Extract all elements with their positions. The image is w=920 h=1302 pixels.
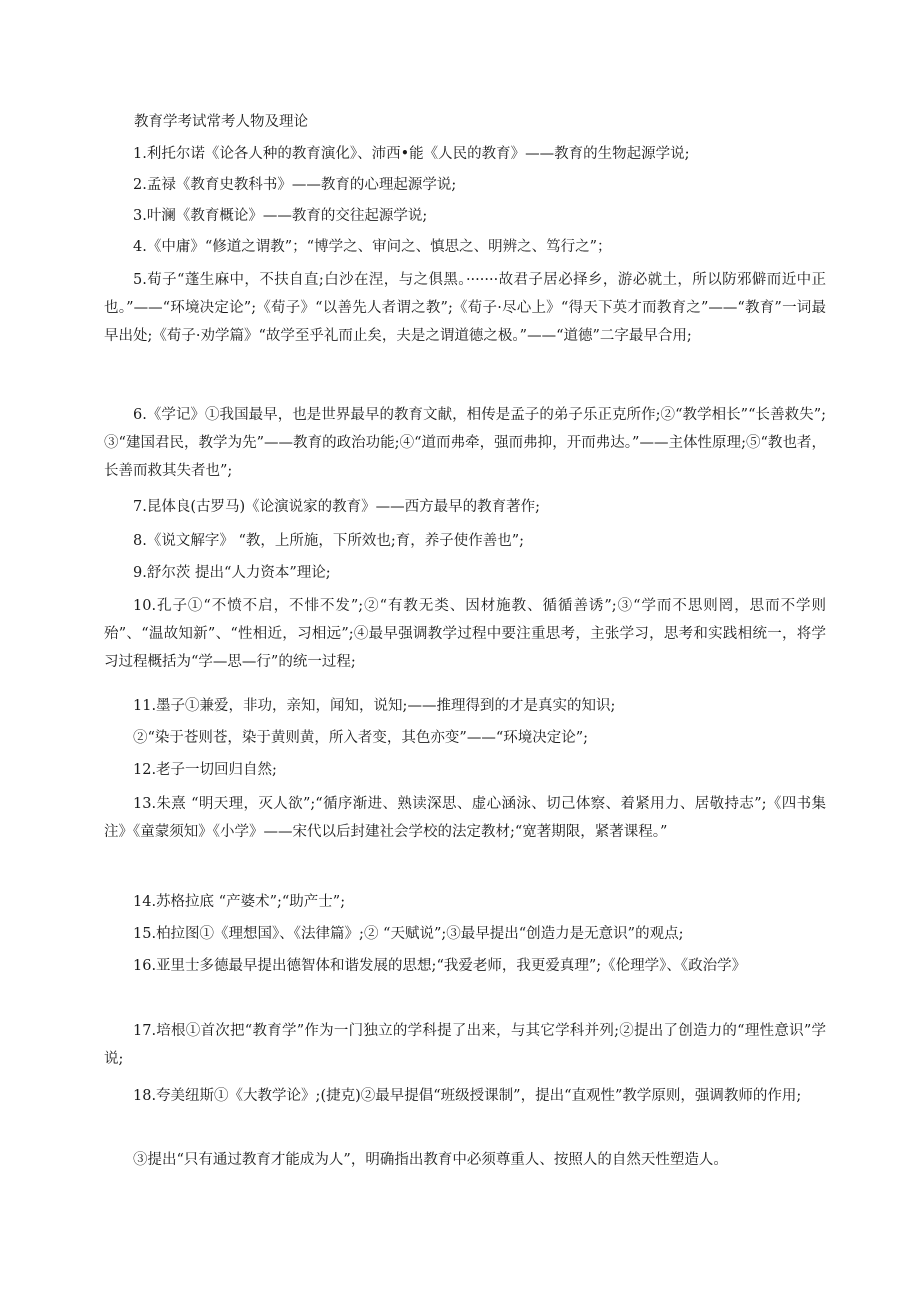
document-title: 教育学考试常考人物及理论 <box>134 114 308 130</box>
paragraph-item-6: 6.《学记》①我国最早，也是世界最早的教育文献，相传是孟子的弟子乐正克所作;②“教学相长”“长善救失”;③“建国君民，教学为先”——教育的政治功能;④“道而弗牵，强而弗抑，开而弗达。”——主体性原理;⑤“教也者，长善而救其失者也”; <box>104 407 826 479</box>
paragraph-item-11: 11.墨子①兼爱，非功，亲知，闻知，说知;——推理得到的才是真实的知识; <box>133 698 616 714</box>
paragraph-item-10: 10.孔子①“不愤不启，不悱不发”;②“有教无类、因材施教、循循善诱”;③“学而不思则罔，思而不学则殆”、“温故知新”、“性相近，习相远”;④最早强调教学过程中要注重思考，主张学习，思考和实践相统一，将学习过程概括为“学—思—行”的统一过程; <box>104 598 826 670</box>
paragraph-item-2: 2.孟禄《教育史教科书》——教育的心理起源学说; <box>133 177 457 193</box>
paragraph-item-18: 18.夸美纽斯①《大教学论》;(捷克)②最早提倡“班级授课制”，提出“直观性”教学原则，强调教师的作用; <box>133 1088 802 1104</box>
paragraph-item-15: 15.柏拉图①《理想国》、《法律篇》;② “天赋说”;③最早提出“创造力是无意识”的观点; <box>133 926 684 942</box>
paragraph-item-9: 9.舒尔茨 提出“人力资本”理论; <box>133 565 331 581</box>
paragraph-item-17: 17.培根①首次把“教育学”作为一门独立的学科提了出来，与其它学科并列;②提出了创造力的“理性意识”学说; <box>104 1023 826 1067</box>
paragraph-item-14: 14.苏格拉底 “产婆术”;“助产士”; <box>133 894 346 910</box>
paragraph-item-5: 5.荀子“蓬生麻中，不扶自直;白沙在涅，与之俱黑。·······故君子居必择乡，游必就土，所以防邪僻而近中正也。”——“环境决定论”;《荀子》“以善先人者谓之教”;《荀子·尽心上》“得天下英才而教育之”——“教育”一词最早出处;《荀子·劝学篇》“故学至乎礼而止矣，夫是之谓道德之极。”——“道德”二字最早合用; <box>104 272 826 344</box>
paragraph-item-4: 4.《中庸》“修道之谓教”；“博学之、审问之、慎思之、明辨之、笃行之”； <box>133 239 612 255</box>
paragraph-item-16: 16.亚里士多德最早提出德智体和谐发展的思想;“我爱老师，我更爱真理”;《伦理学》、《政治学》 <box>133 958 747 974</box>
paragraph-item-7: 7.昆体良(古罗马)《论演说家的教育》——西方最早的教育著作; <box>133 499 541 515</box>
paragraph-item-8: 8.《说文解字》 “教，上所施，下所效也;育，养子使作善也”; <box>133 533 525 549</box>
paragraph-item-18-cont: ③提出“只有通过教育才能成为人”，明确指出教育中必须尊重人、按照人的自然天性塑造人。 <box>133 1152 728 1168</box>
paragraph-item-13: 13.朱熹 “明天理，灭人欲”;“循序渐进、熟读深思、虚心涵泳、切己体察、着紧用力、居敬持志”;《四书集注》《童蒙须知》《小学》——宋代以后封建社会学校的法定教材;“宽著期限，紧著课程。” <box>104 796 826 840</box>
paragraph-item-3: 3.叶澜《教育概论》——教育的交往起源学说; <box>133 208 428 224</box>
paragraph-item-1: 1.利托尔诺《论各人种的教育演化》、沛西•能《人民的教育》——教育的生物起源学说; <box>133 146 690 162</box>
paragraph-item-11-cont: ②“染于苍则苍，染于黄则黄，所入者变，其色亦变”——“环境决定论”; <box>133 730 589 746</box>
paragraph-item-12: 12.老子一切回归自然; <box>133 762 277 778</box>
